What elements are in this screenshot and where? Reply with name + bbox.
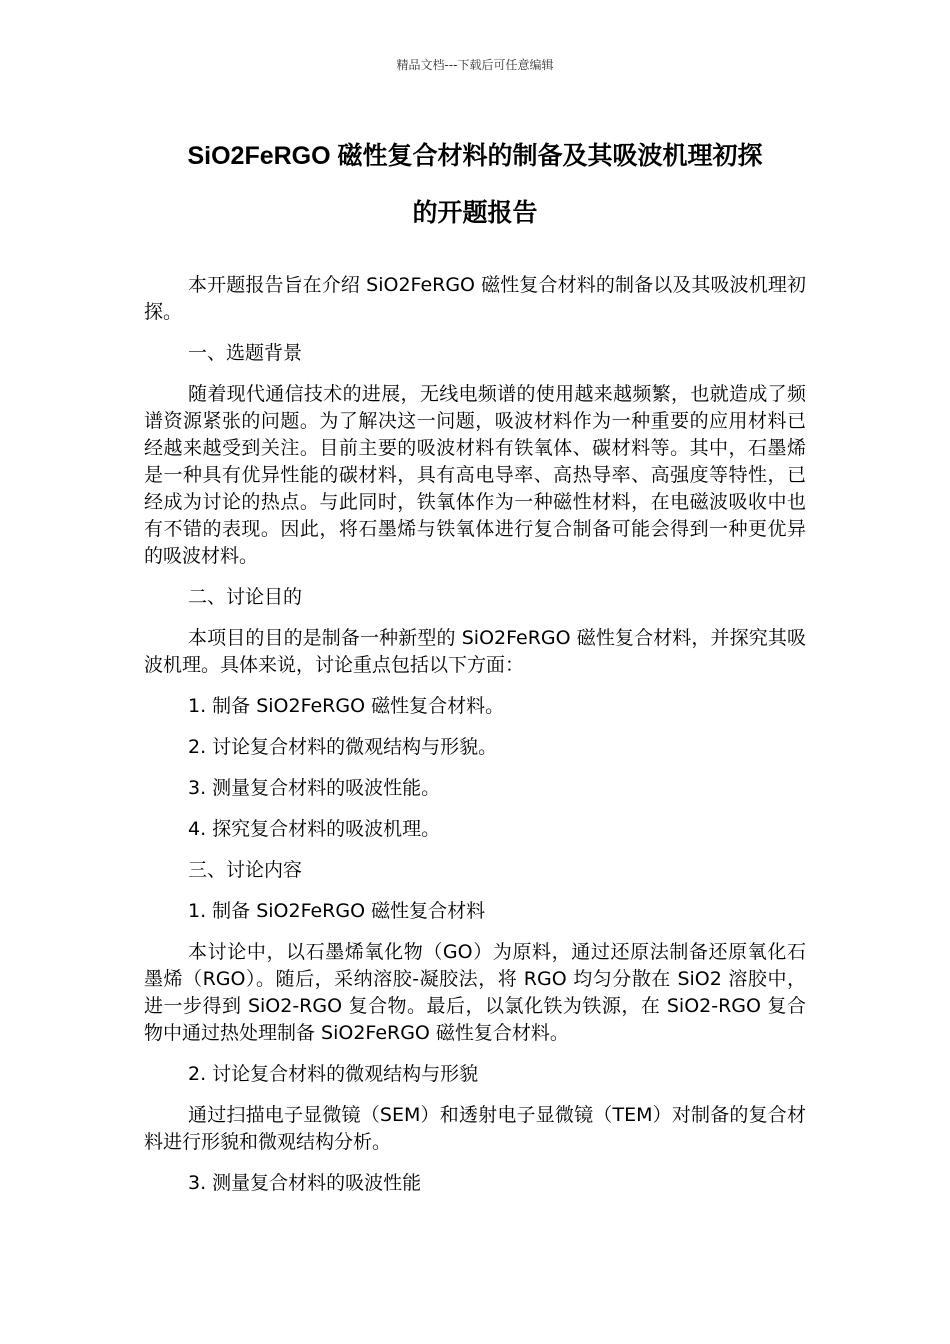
goal-list-item: 3. 测量复合材料的吸波性能。: [188, 777, 441, 799]
goal-list-item: 2. 讨论复合材料的微观结构与形貌。: [188, 736, 498, 758]
section-heading-content: 三、讨论内容: [188, 859, 303, 881]
document-body: [144, 272, 806, 1211]
intro-paragraph: 本开题报告旨在介绍 SiO2FeRGO 磁性复合材料的制备以及其吸波机理初探。: [144, 274, 806, 323]
document-title-line-2: 的开题报告: [412, 199, 538, 227]
goal-list-item: 1. 制备 SiO2FeRGO 磁性复合材料。: [188, 695, 505, 717]
subsection-heading-preparation: 1. 制备 SiO2FeRGO 磁性复合材料: [188, 900, 486, 922]
background-paragraph: 随着现代通信技术的进展，无线电频谱的使用越来越频繁，也就造成了频谱资源紧张的问题。为了解决这一问题，吸波材料作为一种重要的应用材料已经越来越受到关注。目前主要的吸波材料有铁氧体、碳材料等。其中，石墨烯是一种具有优异性能的碳材料，具有高电导率、高热导率、高强度等特性，已经成为讨论的热点。与此同时，铁氧体作为一种磁性材料，在电磁波吸收中也有不错的表现。因此，将石墨烯与铁氧体进行复合制备可能会得到一种更优异的吸波材料。: [144, 383, 806, 567]
subsection-heading-microstructure: 2. 讨论复合材料的微观结构与形貌: [188, 1063, 479, 1085]
section-heading-background: 一、选题背景: [188, 342, 303, 364]
purpose-paragraph: 本项目的目的是制备一种新型的 SiO2FeRGO 磁性复合材料，并探究其吸波机理。具体来说，讨论重点包括以下方面：: [144, 627, 806, 676]
section-heading-purpose: 二、讨论目的: [188, 586, 303, 608]
microstructure-paragraph: 通过扫描电子显微镜（SEM）和透射电子显微镜（TEM）对制备的复合材料进行形貌和微观结构分析。: [144, 1104, 806, 1153]
preparation-paragraph: 本讨论中，以石墨烯氧化物（GO）为原料，通过还原法制备还原氧化石墨烯（RGO）。随后，采纳溶胶-凝胶法，将 RGO 均匀分散在 SiO2 溶胶中，进一步得到 SiO2-RGO 复合物。最后，以氯化铁为铁源，在 SiO2-RGO 复合物中通过热处理制备 SiO2FeRGO 磁性复合材料。: [144, 941, 806, 1044]
subsection-heading-absorption: 3. 测量复合材料的吸波性能: [188, 1172, 422, 1194]
document-title-line-1: SiO2FeRGO 磁性复合材料的制备及其吸波机理初探: [187, 142, 763, 170]
page-header: 精品文档---下载后可任意编辑: [396, 58, 554, 72]
goal-list-item: 4. 探究复合材料的吸波机理。: [188, 818, 441, 840]
